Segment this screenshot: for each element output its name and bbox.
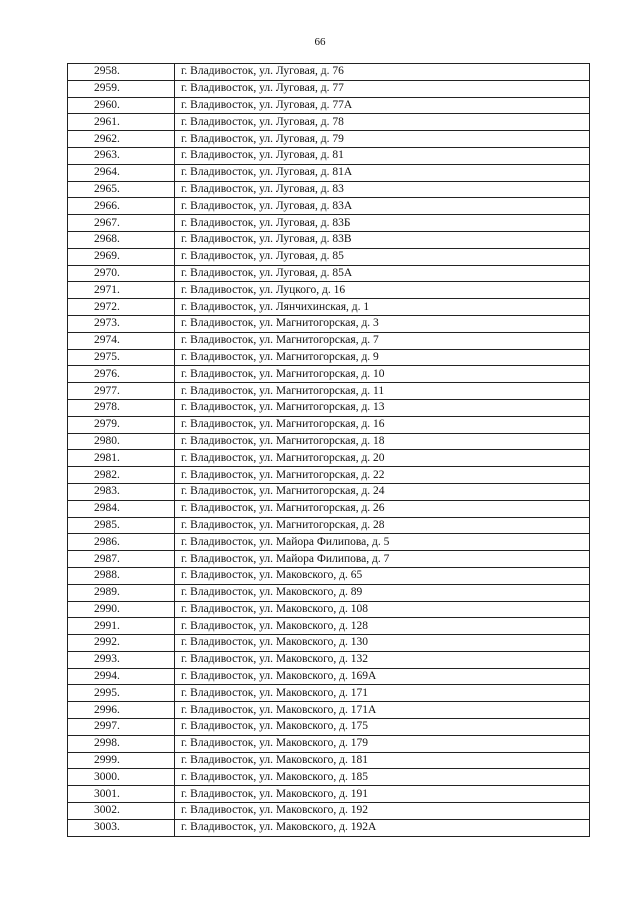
table-row bbox=[68, 685, 590, 702]
address-table-body bbox=[68, 64, 590, 837]
row-number: 2986. bbox=[68, 534, 175, 551]
table-row bbox=[68, 584, 590, 601]
table-row bbox=[68, 433, 590, 450]
row-address: г. Владивосток, ул. Лянчихинская, д. 1 bbox=[175, 299, 590, 316]
row-number: 2968. bbox=[68, 231, 175, 248]
table-row bbox=[68, 786, 590, 803]
row-number: 2962. bbox=[68, 131, 175, 148]
table-row bbox=[68, 80, 590, 97]
row-number: 2958. bbox=[68, 64, 175, 81]
table-row bbox=[68, 803, 590, 820]
row-number: 2964. bbox=[68, 164, 175, 181]
table-row bbox=[68, 483, 590, 500]
row-number: 2984. bbox=[68, 500, 175, 517]
row-address: г. Владивосток, ул. Маковского, д. 192А bbox=[175, 819, 590, 836]
address-table bbox=[67, 63, 590, 837]
row-address: г. Владивосток, ул. Майора Филипова, д. 7 bbox=[175, 551, 590, 568]
table-row bbox=[68, 551, 590, 568]
row-address: г. Владивосток, ул. Луговая, д. 77 bbox=[175, 80, 590, 97]
row-address: г. Владивосток, ул. Маковского, д. 171 bbox=[175, 685, 590, 702]
table-row bbox=[68, 735, 590, 752]
table-row bbox=[68, 500, 590, 517]
row-number: 3003. bbox=[68, 819, 175, 836]
row-address: г. Владивосток, ул. Луговая, д. 81А bbox=[175, 164, 590, 181]
row-address: г. Владивосток, ул. Маковского, д. 130 bbox=[175, 635, 590, 652]
row-number: 2997. bbox=[68, 719, 175, 736]
row-number: 2975. bbox=[68, 349, 175, 366]
row-number: 2973. bbox=[68, 315, 175, 332]
row-address: г. Владивосток, ул. Луговая, д. 83В bbox=[175, 231, 590, 248]
row-number: 2970. bbox=[68, 265, 175, 282]
row-number: 2971. bbox=[68, 282, 175, 299]
row-address: г. Владивосток, ул. Луговая, д. 85А bbox=[175, 265, 590, 282]
table-row bbox=[68, 819, 590, 836]
row-number: 2988. bbox=[68, 567, 175, 584]
row-number: 3000. bbox=[68, 769, 175, 786]
table-row bbox=[68, 467, 590, 484]
table-row bbox=[68, 702, 590, 719]
row-address: г. Владивосток, ул. Маковского, д. 89 bbox=[175, 584, 590, 601]
row-address: г. Владивосток, ул. Магнитогорская, д. 24 bbox=[175, 483, 590, 500]
row-number: 2981. bbox=[68, 450, 175, 467]
table-row bbox=[68, 97, 590, 114]
row-address: г. Владивосток, ул. Маковского, д. 128 bbox=[175, 618, 590, 635]
table-row bbox=[68, 248, 590, 265]
row-address: г. Владивосток, ул. Магнитогорская, д. 22 bbox=[175, 467, 590, 484]
table-row bbox=[68, 567, 590, 584]
row-address: г. Владивосток, ул. Магнитогорская, д. 28 bbox=[175, 517, 590, 534]
table-row bbox=[68, 651, 590, 668]
table-row bbox=[68, 534, 590, 551]
table-row bbox=[68, 131, 590, 148]
row-address: г. Владивосток, ул. Маковского, д. 169А bbox=[175, 668, 590, 685]
row-number: 2983. bbox=[68, 483, 175, 500]
row-number: 2998. bbox=[68, 735, 175, 752]
row-number: 2982. bbox=[68, 467, 175, 484]
table-row bbox=[68, 517, 590, 534]
row-number: 2972. bbox=[68, 299, 175, 316]
table-row bbox=[68, 601, 590, 618]
row-address: г. Владивосток, ул. Магнитогорская, д. 20 bbox=[175, 450, 590, 467]
row-number: 2967. bbox=[68, 215, 175, 232]
row-number: 2993. bbox=[68, 651, 175, 668]
row-number: 2977. bbox=[68, 383, 175, 400]
table-row bbox=[68, 668, 590, 685]
table-row bbox=[68, 399, 590, 416]
row-address: г. Владивосток, ул. Маковского, д. 132 bbox=[175, 651, 590, 668]
table-row bbox=[68, 114, 590, 131]
table-row bbox=[68, 64, 590, 81]
row-number: 2978. bbox=[68, 399, 175, 416]
row-address: г. Владивосток, ул. Луговая, д. 77А bbox=[175, 97, 590, 114]
row-address: г. Владивосток, ул. Луговая, д. 83А bbox=[175, 198, 590, 215]
row-address: г. Владивосток, ул. Магнитогорская, д. 10 bbox=[175, 366, 590, 383]
row-number: 2963. bbox=[68, 147, 175, 164]
row-number: 2974. bbox=[68, 332, 175, 349]
row-address: г. Владивосток, ул. Магнитогорская, д. 7 bbox=[175, 332, 590, 349]
table-row bbox=[68, 332, 590, 349]
table-row bbox=[68, 450, 590, 467]
row-number: 2980. bbox=[68, 433, 175, 450]
table-row bbox=[68, 383, 590, 400]
row-address: г. Владивосток, ул. Луговая, д. 81 bbox=[175, 147, 590, 164]
table-row bbox=[68, 181, 590, 198]
row-address: г. Владивосток, ул. Магнитогорская, д. 26 bbox=[175, 500, 590, 517]
table-row bbox=[68, 752, 590, 769]
row-number: 2992. bbox=[68, 635, 175, 652]
row-address: г. Владивосток, ул. Маковского, д. 171А bbox=[175, 702, 590, 719]
row-number: 2985. bbox=[68, 517, 175, 534]
row-number: 3001. bbox=[68, 786, 175, 803]
row-address: г. Владивосток, ул. Маковского, д. 108 bbox=[175, 601, 590, 618]
table-row bbox=[68, 618, 590, 635]
row-number: 2989. bbox=[68, 584, 175, 601]
table-row bbox=[68, 349, 590, 366]
row-number: 2969. bbox=[68, 248, 175, 265]
row-number: 2976. bbox=[68, 366, 175, 383]
row-address: г. Владивосток, ул. Маковского, д. 191 bbox=[175, 786, 590, 803]
row-number: 2994. bbox=[68, 668, 175, 685]
row-number: 2991. bbox=[68, 618, 175, 635]
row-address: г. Владивосток, ул. Луговая, д. 83 bbox=[175, 181, 590, 198]
table-row bbox=[68, 215, 590, 232]
row-address: г. Владивосток, ул. Магнитогорская, д. 13 bbox=[175, 399, 590, 416]
row-number: 2966. bbox=[68, 198, 175, 215]
row-address: г. Владивосток, ул. Луговая, д. 76 bbox=[175, 64, 590, 81]
table-row bbox=[68, 366, 590, 383]
table-row bbox=[68, 719, 590, 736]
table-row bbox=[68, 147, 590, 164]
row-address: г. Владивосток, ул. Луговая, д. 78 bbox=[175, 114, 590, 131]
row-address: г. Владивосток, ул. Майора Филипова, д. 5 bbox=[175, 534, 590, 551]
table-row bbox=[68, 416, 590, 433]
table-row bbox=[68, 265, 590, 282]
row-address: г. Владивосток, ул. Луговая, д. 79 bbox=[175, 131, 590, 148]
row-address: г. Владивосток, ул. Магнитогорская, д. 9 bbox=[175, 349, 590, 366]
row-address: г. Владивосток, ул. Луговая, д. 85 bbox=[175, 248, 590, 265]
row-address: г. Владивосток, ул. Маковского, д. 185 bbox=[175, 769, 590, 786]
row-number: 2965. bbox=[68, 181, 175, 198]
table-row bbox=[68, 769, 590, 786]
row-number: 2995. bbox=[68, 685, 175, 702]
row-number: 2960. bbox=[68, 97, 175, 114]
row-address: г. Владивосток, ул. Магнитогорская, д. 18 bbox=[175, 433, 590, 450]
table-row bbox=[68, 299, 590, 316]
row-address: г. Владивосток, ул. Маковского, д. 192 bbox=[175, 803, 590, 820]
row-address: г. Владивосток, ул. Маковского, д. 175 bbox=[175, 719, 590, 736]
table-row bbox=[68, 315, 590, 332]
page-number: 66 bbox=[314, 36, 326, 48]
row-address: г. Владивосток, ул. Маковского, д. 179 bbox=[175, 735, 590, 752]
table-row bbox=[68, 635, 590, 652]
row-address: г. Владивосток, ул. Маковского, д. 181 bbox=[175, 752, 590, 769]
row-number: 2987. bbox=[68, 551, 175, 568]
row-number: 2979. bbox=[68, 416, 175, 433]
row-number: 2996. bbox=[68, 702, 175, 719]
row-address: г. Владивосток, ул. Магнитогорская, д. 3 bbox=[175, 315, 590, 332]
table-row bbox=[68, 282, 590, 299]
table-row bbox=[68, 231, 590, 248]
row-number: 2999. bbox=[68, 752, 175, 769]
row-number: 2959. bbox=[68, 80, 175, 97]
row-address: г. Владивосток, ул. Магнитогорская, д. 11 bbox=[175, 383, 590, 400]
row-number: 2961. bbox=[68, 114, 175, 131]
row-number: 2990. bbox=[68, 601, 175, 618]
row-address: г. Владивосток, ул. Магнитогорская, д. 16 bbox=[175, 416, 590, 433]
table-row bbox=[68, 164, 590, 181]
row-address: г. Владивосток, ул. Луцкого, д. 16 bbox=[175, 282, 590, 299]
row-number: 3002. bbox=[68, 803, 175, 820]
row-address: г. Владивосток, ул. Маковского, д. 65 bbox=[175, 567, 590, 584]
row-address: г. Владивосток, ул. Луговая, д. 83Б bbox=[175, 215, 590, 232]
table-row bbox=[68, 198, 590, 215]
